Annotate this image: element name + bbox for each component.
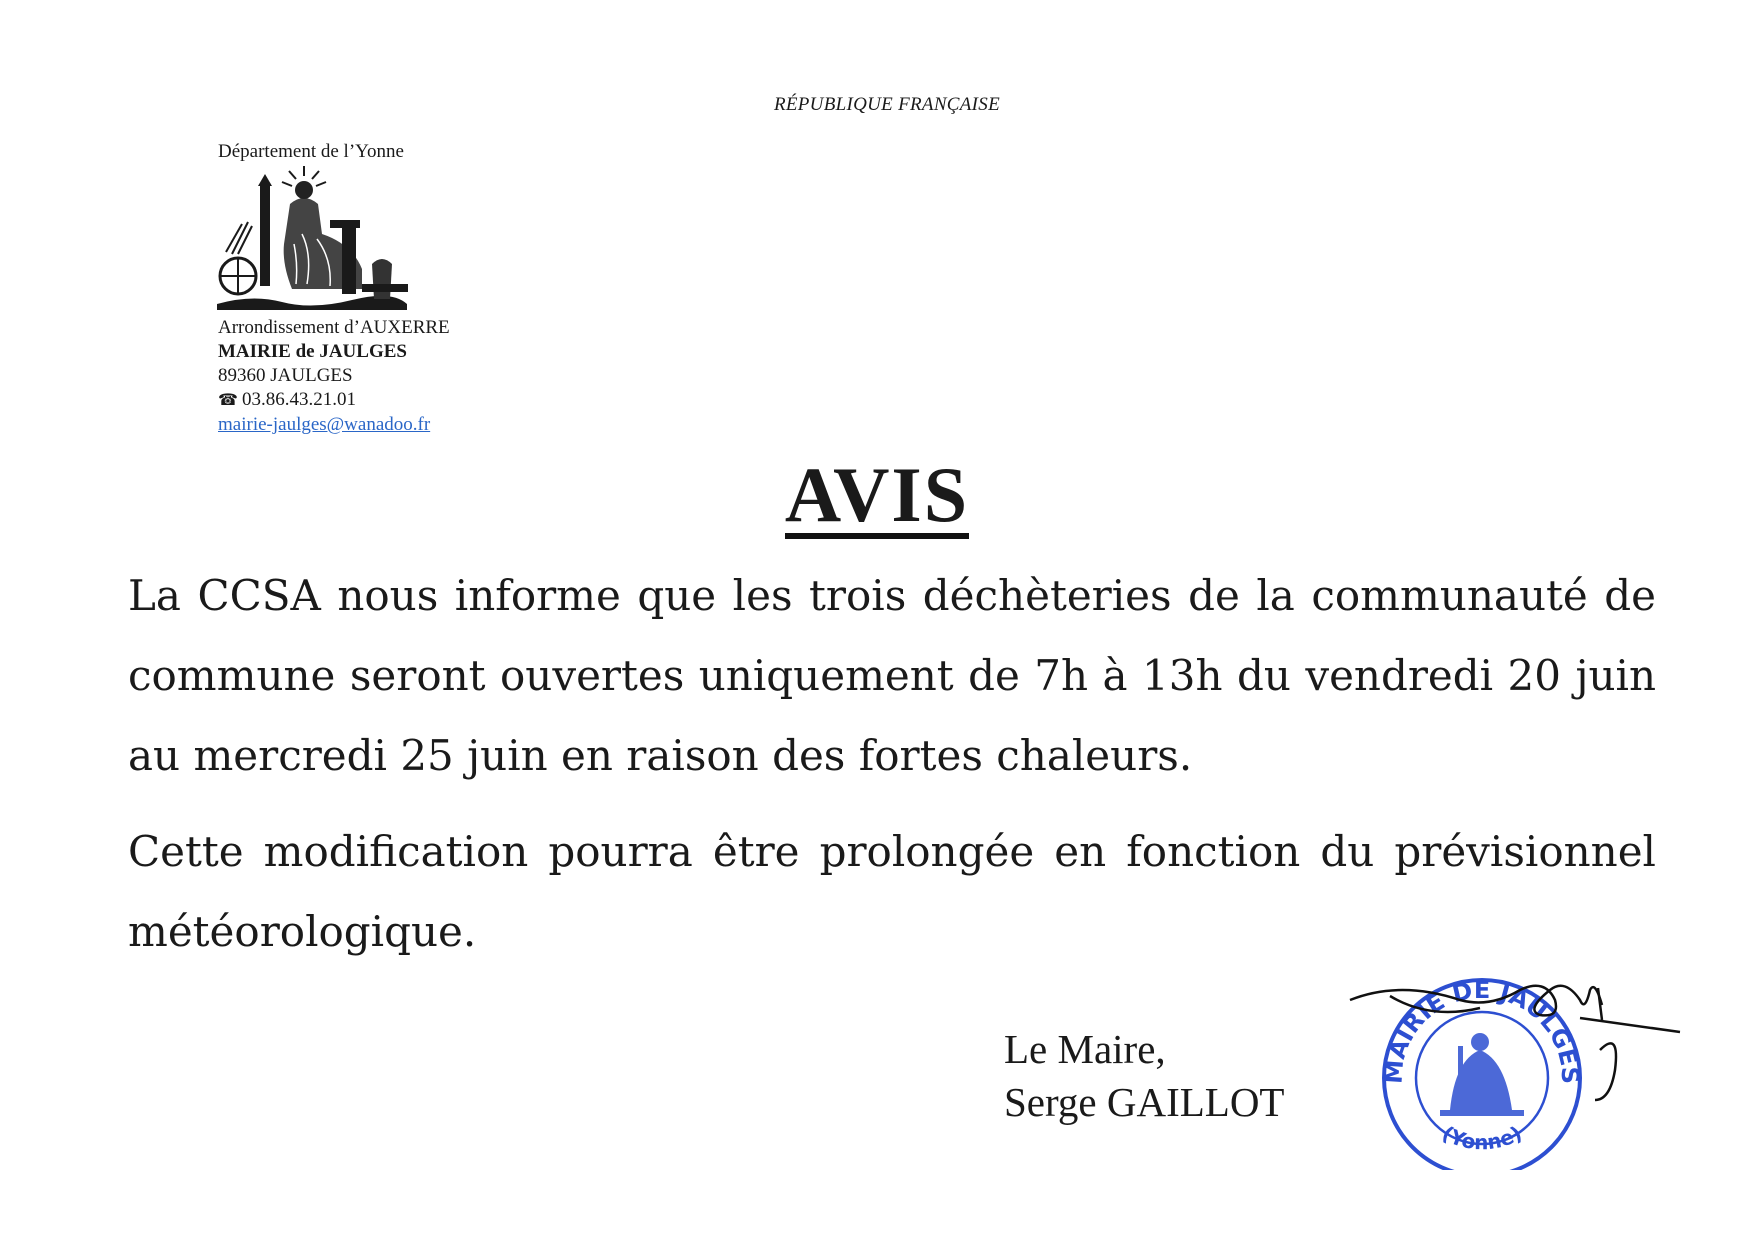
- mairie-name: MAIRIE de JAULGES: [218, 341, 407, 362]
- phone-line: [218, 388, 450, 413]
- notice-paragraph-1: La CCSA nous informe que les trois déchèteries de la communauté de commune seront ouvertes uniquement de 7h à 13h du vendredi 20 juin au mercredi 25 juin en raison des fortes chaleurs.: [128, 571, 1656, 780]
- notice-title: [0, 451, 1754, 539]
- mairie-stamp-icon: [1340, 960, 1690, 1170]
- email-link[interactable]: mairie-jaulges@wanadoo.fr: [218, 414, 431, 435]
- signature-block: [1004, 1023, 1284, 1129]
- notice-title-text: AVIS: [784, 451, 970, 538]
- stamp-top-text: MAIRIE DE JAULGES: [1379, 975, 1585, 1085]
- signature-name: Serge GAILLOT: [1004, 1079, 1285, 1125]
- republique-francaise: RÉPUBLIQUE FRANÇAISE: [773, 94, 1001, 115]
- arrondissement-label: Arrondissement d’AUXERRE: [218, 317, 450, 338]
- mairie-contact-block: [218, 316, 450, 437]
- address-label: 89360 JAULGES: [218, 365, 353, 386]
- notice-paragraph-2: Cette modification pourra être prolongée en fonction du prévisionnel météorologique.: [128, 827, 1656, 956]
- departement-label: Département de l’Yonne: [218, 141, 404, 162]
- phone-number: 03.86.43.21.01: [241, 389, 356, 410]
- stamp-bottom-text: (Yonne): [1438, 1120, 1526, 1155]
- signature-role: Le Maire,: [1004, 1026, 1166, 1072]
- marianne-emblem-icon: [212, 164, 412, 314]
- telephone-icon: ☎: [218, 392, 238, 409]
